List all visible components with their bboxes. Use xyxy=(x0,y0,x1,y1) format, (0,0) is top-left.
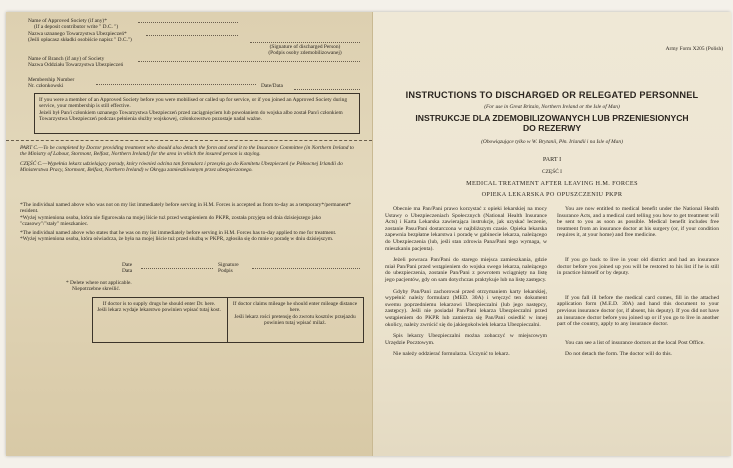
drugs-box xyxy=(96,301,222,314)
en-paragraph-4: You can see a list of insurance doctors at the local Post Office. xyxy=(565,339,705,346)
pl-paragraph-1: Obecnie ma Pan/Pani prawo korzystać z opieki lekarskiej na mocy Ustawy o Ubezpieczeniach Społecznych (National Health Insurance Acts) i Karta Lekarska zawierająca instrukcje, jak uzyskać leczenie, zostanie Pasu/Pani dostarczona w najbliższym czasie. Opieka lekarska zapewnia bezpłatne lekarstwa i poradę w gabinecie lekarza, należącego do Ubezpieczenia (lub, jeśli stan zdrowia Pana/Pani tego wymaga, w mieszkaniu pacjenta). xyxy=(385,206,547,252)
membership-en: Membership Number xyxy=(28,77,75,83)
pl-paragraph-3: Gdyby Pan/Pani zachorował przed otrzymaniem karty lekarskiej, wypełnić należy formularz (MED. 30A) i wręczyć ten dokument swemu poprzedniemu lekarzowi Ubezpieczalni (lub jego następcy, zastępcy). Jeśli nie posiadał Pan/Pani lekarza Ubezpieczalni przed wstąpieniem do PKPR lub zamierza się Pan/Pani osiedlić w innej okolicy, należy zwrócić się do jakiegokolwiek lekarza Ubezpieczalni. xyxy=(385,288,547,328)
title-pl-line-1: INSTRUKCJE DLA ZDEMOBILIZOWANYCH LUB PRZENIESIONYCH xyxy=(415,113,689,123)
czesc-i: CZĘŚĆ I xyxy=(542,169,562,175)
returned-en: *The individual named above who states that he was on my list immediately before serving in H.M. Forces has to-day applied to me for treatment. xyxy=(20,230,337,237)
pl-paragraph-2: Jeżeli powraca Pan/Pani do starego miejsca zamieszkania, gdzie miał Pan/Pani przed wstąpieniem do wojska swego lekarza, należącego do ubezpieczenia, zostanie Pan/Pani z powrotem wciągnięty na listę jego pacjentów, gdy on sam dotychczas praktykuje lub na listę zastępcy. xyxy=(385,257,547,283)
signature-caption-pl: (Podpis osoby zdemobilizowanej) xyxy=(268,50,342,57)
society-name-en: Name of Approved Society (if any)* xyxy=(28,18,107,24)
part-c-en: PART C.—To be completed by Doctor providing treatment who should also detach the form and send it to the Insurance Committee (in Northern Ireland to the Ministry of Labour, Stormont, Belfast, Northern Ireland) for the area in which the insured person is staying. xyxy=(20,145,354,158)
signature-field-label xyxy=(218,262,239,275)
heading-pl: OPIEKA LEKARSKA PO OPUSZCZENIU PKPR xyxy=(481,191,623,198)
part-c-block xyxy=(20,145,360,173)
branch-pl: Nazwa Oddziału Towarzystwa Ubezpieczeń xyxy=(28,62,124,69)
box1-en: If doctor is to supply drugs he should enter Dr. here. xyxy=(102,301,216,307)
detach-line xyxy=(6,140,372,141)
society-name-line[interactable] xyxy=(138,22,238,23)
delete-en: * Delete where not applicable. xyxy=(66,280,132,286)
branch-en: Name of Branch (if any) of Society xyxy=(28,56,105,62)
delete-pl: Niepotrzebne skreślić. xyxy=(72,286,121,293)
polish-column xyxy=(385,206,547,358)
signature-caption xyxy=(250,44,360,57)
title-en: INSTRUCTIONS TO DISCHARGED OR RELEGATED PERSONNEL xyxy=(405,90,699,100)
society-name-pl: Nazwa uznanego Towarzystwa Ubezpieczeń* xyxy=(28,30,127,37)
individual-en: *The individual named above who was not on my list immediately before serving in H.M. Forces is accepted as from to-day as a temporary*/permanent* resident. xyxy=(20,202,351,215)
society-deposit-en: (If a deposit contributor write " D.C. ") xyxy=(34,24,119,31)
en-paragraph-1: You are now entitled to medical benefit under the National Health Insurance Acts, and a medical card telling you how to get treatment will be sent to you as soon as possible. Medical benefit includes free treatment from an insurance doctor at his surgery (or, if your condition requires it, at your home) and free medicine. xyxy=(557,206,719,239)
date-field-line[interactable] xyxy=(141,268,213,269)
date-field-label xyxy=(122,262,132,275)
en-paragraph-5: Do not detach the form. The doctor will do this. xyxy=(565,351,672,358)
left-form-page xyxy=(6,12,372,456)
pl-paragraph-4: Spis lekarzy Ubezpieczalni można zobaczyć w miejscowym Urzędzie Pocztowym. xyxy=(385,333,547,346)
date-en: Date xyxy=(122,262,133,268)
date-label: Date/Data xyxy=(261,83,283,89)
branch-line[interactable] xyxy=(138,61,360,62)
star-note-pl: Jeżeli był Pan/i członkiem uznanego Towarzystwa Ubezpieczeń przed zaciągnięciem lub powołaniem do wojska albo został Pan/i członkiem Towarzystwa Ubezpieczeń podczas pełnienia służby wojskowej, członkowstwo pozostaje nadal ważne. xyxy=(39,109,343,122)
box2-en: If doctor claims mileage he should enter mileage distance here. xyxy=(232,301,358,314)
title-pl xyxy=(379,113,725,133)
date-line[interactable] xyxy=(294,89,360,90)
doctor-claims-box xyxy=(92,297,364,343)
box1-pl: Jeśli lekarz wydaje lekarstwo powinien wpisać tutaj kost. xyxy=(97,307,221,314)
society-deposit-pl: (Jeśli opłacasz składki osobiście napisz " D.C.") xyxy=(28,36,132,43)
subtitle-pl: (Obowiązujące tylko w W. Brytanii, Płn. Irlandii i na Isle of Man) xyxy=(481,139,623,145)
membership-note-box xyxy=(34,93,360,134)
box-divider xyxy=(227,298,228,342)
part-c-pl: CZĘŚĆ C.—Wypełnia lekarz udzielający porady, który również odcina tan formularz i przesyła go do Komitetu Ubezpieczeń (w Północnej Irlandii do Ministerstwa Pracy, Stormont, Belfast, Northern Ireland) w Okręgu zamieszkiwanym przez ubezpieczonego. xyxy=(20,160,343,173)
signature-pl: Podpis xyxy=(218,268,233,275)
english-column xyxy=(557,206,719,358)
mileage-box xyxy=(232,301,358,326)
subtitle-en: (For use in Great Britain, Northern Ireland or the Isle of Man) xyxy=(484,104,620,110)
army-form-number: Army Form X205 (Polish) xyxy=(665,46,723,52)
date-pl: Data xyxy=(122,268,133,275)
pl-paragraph-5: Nie należy oddzierać formularza. Uczynić to lekarz. xyxy=(393,351,510,358)
branch-block xyxy=(28,56,228,69)
box2-pl: Jeśli lekarz rości pretensję do zwrotu kosztów przejazdu powinien tutaj wpisać milaż. xyxy=(234,313,356,326)
signature-en: Signature xyxy=(218,262,239,268)
membership-line[interactable] xyxy=(96,84,256,85)
delete-note xyxy=(66,280,132,293)
signature-line[interactable] xyxy=(250,42,360,43)
society-deposit-line[interactable] xyxy=(146,35,238,36)
individual-pl: *Wyżej wymieniona osoba, która nie figurowała na mojej liście tuż przed wstąpieniem do PKPR, została przyjęta od dnia dzisiejszego jako "czasowy"/"stały" mieszkaniec. xyxy=(20,214,322,227)
star-note-en: If you were a member of an Approved Society before you were mobilised or called up for service, or if you joined an Approved Society during service, your membership is still effective. xyxy=(39,97,348,110)
signature-field-line[interactable] xyxy=(252,268,360,269)
title-pl-line-2: DO REZERWY xyxy=(522,123,582,133)
army-form-document xyxy=(6,12,730,456)
heading-en: MEDICAL TREATMENT AFTER LEAVING H.M. FORCES xyxy=(466,180,638,187)
membership-pl: Nr. członkowski xyxy=(28,83,64,90)
returned-pl: *Wyżej wymieniona osoba, która oświadcza, że była na mojej liście tuż przed służbą w PKPR, zgłosiła się do mnie o poradę w dniu dzisiejszym. xyxy=(20,236,334,243)
signature-caption-en: (Signature of discharged Person) xyxy=(269,44,341,50)
en-paragraph-3: If you fall ill before the medical card comes, fill in the attached application form (M.E.D. 30A) and hand this document to your previous insurance doctor (or, if absent, his deputy). If you did not have an insurance doctor before you joined up or if you go to live in another part of the country, apply to any insurance doctor. xyxy=(557,294,719,328)
part-i: PART I xyxy=(542,156,562,163)
individual-block xyxy=(20,202,360,243)
en-paragraph-2: If you go back to live in your old district and had an insurance doctor before you joined up you will be restored to his list if he is still in practice himself or by deputy. xyxy=(557,256,719,277)
instructions-page xyxy=(372,12,731,456)
